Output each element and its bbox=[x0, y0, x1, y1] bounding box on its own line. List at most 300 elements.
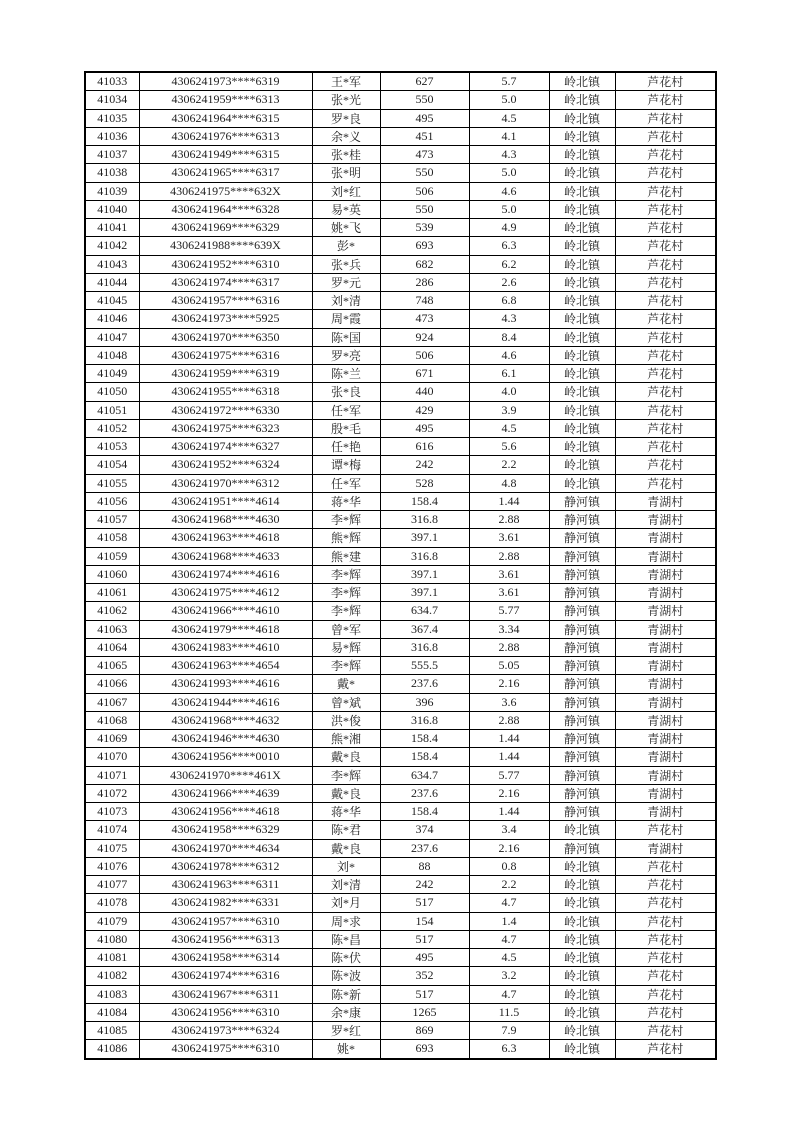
cell-serial-number: 41050 bbox=[85, 383, 139, 401]
cell-village: 芦花村 bbox=[615, 164, 716, 182]
table-row bbox=[85, 693, 716, 711]
cell-masked-name: 李*辉 bbox=[312, 602, 380, 620]
cell-masked-name: 陈*新 bbox=[312, 985, 380, 1003]
cell-amount: 550 bbox=[380, 91, 469, 109]
cell-masked-name: 余*义 bbox=[312, 127, 380, 145]
cell-serial-number: 41052 bbox=[85, 419, 139, 437]
cell-town: 静河镇 bbox=[549, 584, 615, 602]
table-row bbox=[85, 584, 716, 602]
table-row bbox=[85, 675, 716, 693]
cell-town: 静河镇 bbox=[549, 529, 615, 547]
cell-town: 岭北镇 bbox=[549, 876, 615, 894]
cell-amount: 352 bbox=[380, 967, 469, 985]
table-row bbox=[85, 383, 716, 401]
cell-rate: 2.88 bbox=[469, 638, 549, 656]
cell-masked-id-number: 4306241964****6328 bbox=[139, 200, 312, 218]
cell-serial-number: 41069 bbox=[85, 730, 139, 748]
table-row bbox=[85, 164, 716, 182]
cell-town: 岭北镇 bbox=[549, 146, 615, 164]
cell-amount: 1265 bbox=[380, 1003, 469, 1021]
cell-masked-id-number: 4306241952****6310 bbox=[139, 255, 312, 273]
table-row bbox=[85, 474, 716, 492]
cell-serial-number: 41044 bbox=[85, 273, 139, 291]
cell-masked-name: 余*康 bbox=[312, 1003, 380, 1021]
cell-village: 芦花村 bbox=[615, 237, 716, 255]
cell-town: 岭北镇 bbox=[549, 912, 615, 930]
cell-village: 青湖村 bbox=[615, 784, 716, 802]
cell-serial-number: 41048 bbox=[85, 346, 139, 364]
cell-serial-number: 41077 bbox=[85, 876, 139, 894]
cell-amount: 539 bbox=[380, 219, 469, 237]
cell-masked-id-number: 4306241970****461X bbox=[139, 766, 312, 784]
cell-masked-name: 姚* bbox=[312, 1040, 380, 1059]
table-row bbox=[85, 784, 716, 802]
table-row bbox=[85, 894, 716, 912]
cell-masked-id-number: 4306241983****4610 bbox=[139, 638, 312, 656]
cell-village: 芦花村 bbox=[615, 821, 716, 839]
table-row bbox=[85, 638, 716, 656]
cell-rate: 6.3 bbox=[469, 237, 549, 255]
cell-masked-name: 刘*清 bbox=[312, 876, 380, 894]
cell-amount: 158.4 bbox=[380, 803, 469, 821]
cell-rate: 3.2 bbox=[469, 967, 549, 985]
table-row bbox=[85, 547, 716, 565]
cell-amount: 924 bbox=[380, 328, 469, 346]
cell-masked-id-number: 4306241963****6311 bbox=[139, 876, 312, 894]
cell-rate: 4.6 bbox=[469, 182, 549, 200]
cell-rate: 3.9 bbox=[469, 401, 549, 419]
table-row bbox=[85, 328, 716, 346]
cell-serial-number: 41076 bbox=[85, 857, 139, 875]
cell-amount: 495 bbox=[380, 949, 469, 967]
cell-serial-number: 41045 bbox=[85, 292, 139, 310]
cell-masked-name: 罗*红 bbox=[312, 1022, 380, 1040]
cell-village: 芦花村 bbox=[615, 200, 716, 218]
cell-serial-number: 41053 bbox=[85, 438, 139, 456]
table-row bbox=[85, 985, 716, 1003]
cell-village: 青湖村 bbox=[615, 657, 716, 675]
cell-masked-name: 李*辉 bbox=[312, 565, 380, 583]
cell-amount: 397.1 bbox=[380, 565, 469, 583]
cell-serial-number: 41064 bbox=[85, 638, 139, 656]
cell-masked-name: 洪*俊 bbox=[312, 711, 380, 729]
cell-village: 青湖村 bbox=[615, 584, 716, 602]
cell-town: 岭北镇 bbox=[549, 127, 615, 145]
cell-amount: 693 bbox=[380, 1040, 469, 1059]
cell-serial-number: 41036 bbox=[85, 127, 139, 145]
cell-masked-id-number: 4306241988****639X bbox=[139, 237, 312, 255]
table-row bbox=[85, 602, 716, 620]
table-row bbox=[85, 620, 716, 638]
cell-amount: 237.6 bbox=[380, 784, 469, 802]
table-row bbox=[85, 419, 716, 437]
cell-masked-id-number: 4306241978****6312 bbox=[139, 857, 312, 875]
cell-masked-name: 陈*兰 bbox=[312, 365, 380, 383]
cell-masked-name: 罗*元 bbox=[312, 273, 380, 291]
cell-town: 岭北镇 bbox=[549, 200, 615, 218]
cell-amount: 396 bbox=[380, 693, 469, 711]
cell-rate: 4.8 bbox=[469, 474, 549, 492]
cell-village: 芦花村 bbox=[615, 146, 716, 164]
cell-amount: 506 bbox=[380, 182, 469, 200]
table-row bbox=[85, 346, 716, 364]
cell-masked-name: 李*辉 bbox=[312, 657, 380, 675]
cell-serial-number: 41065 bbox=[85, 657, 139, 675]
cell-amount: 528 bbox=[380, 474, 469, 492]
cell-rate: 4.5 bbox=[469, 419, 549, 437]
cell-masked-id-number: 4306241959****6319 bbox=[139, 365, 312, 383]
cell-town: 静河镇 bbox=[549, 803, 615, 821]
cell-rate: 1.44 bbox=[469, 730, 549, 748]
cell-town: 岭北镇 bbox=[549, 1022, 615, 1040]
cell-town: 静河镇 bbox=[549, 638, 615, 656]
cell-masked-id-number: 4306241969****6329 bbox=[139, 219, 312, 237]
cell-amount: 158.4 bbox=[380, 748, 469, 766]
table-row bbox=[85, 109, 716, 127]
cell-masked-name: 戴*良 bbox=[312, 748, 380, 766]
cell-rate: 2.6 bbox=[469, 273, 549, 291]
cell-town: 岭北镇 bbox=[549, 419, 615, 437]
cell-masked-id-number: 4306241975****4612 bbox=[139, 584, 312, 602]
cell-village: 芦花村 bbox=[615, 912, 716, 930]
cell-serial-number: 41085 bbox=[85, 1022, 139, 1040]
cell-serial-number: 41041 bbox=[85, 219, 139, 237]
cell-village: 芦花村 bbox=[615, 255, 716, 273]
table-row bbox=[85, 273, 716, 291]
cell-masked-id-number: 4306241976****6313 bbox=[139, 127, 312, 145]
cell-serial-number: 41071 bbox=[85, 766, 139, 784]
cell-amount: 634.7 bbox=[380, 766, 469, 784]
cell-masked-id-number: 4306241946****4630 bbox=[139, 730, 312, 748]
cell-rate: 4.1 bbox=[469, 127, 549, 145]
cell-serial-number: 41039 bbox=[85, 182, 139, 200]
cell-serial-number: 41060 bbox=[85, 565, 139, 583]
cell-serial-number: 41086 bbox=[85, 1040, 139, 1059]
table-body bbox=[85, 72, 716, 1059]
cell-town: 岭北镇 bbox=[549, 365, 615, 383]
cell-amount: 473 bbox=[380, 310, 469, 328]
cell-masked-id-number: 4306241975****6316 bbox=[139, 346, 312, 364]
cell-serial-number: 41078 bbox=[85, 894, 139, 912]
cell-masked-name: 刘*红 bbox=[312, 182, 380, 200]
cell-masked-name: 熊*湘 bbox=[312, 730, 380, 748]
cell-masked-id-number: 4306241958****6314 bbox=[139, 949, 312, 967]
cell-town: 岭北镇 bbox=[549, 474, 615, 492]
cell-serial-number: 41035 bbox=[85, 109, 139, 127]
cell-serial-number: 41040 bbox=[85, 200, 139, 218]
cell-masked-id-number: 4306241974****6317 bbox=[139, 273, 312, 291]
cell-amount: 242 bbox=[380, 456, 469, 474]
cell-rate: 6.2 bbox=[469, 255, 549, 273]
cell-masked-id-number: 4306241968****4632 bbox=[139, 711, 312, 729]
cell-amount: 367.4 bbox=[380, 620, 469, 638]
table-row bbox=[85, 876, 716, 894]
cell-masked-id-number: 4306241951****4614 bbox=[139, 492, 312, 510]
cell-village: 芦花村 bbox=[615, 182, 716, 200]
cell-serial-number: 41038 bbox=[85, 164, 139, 182]
cell-rate: 6.3 bbox=[469, 1040, 549, 1059]
cell-village: 芦花村 bbox=[615, 930, 716, 948]
cell-rate: 6.8 bbox=[469, 292, 549, 310]
cell-village: 芦花村 bbox=[615, 876, 716, 894]
cell-village: 芦花村 bbox=[615, 456, 716, 474]
table-row bbox=[85, 365, 716, 383]
cell-masked-name: 周*霞 bbox=[312, 310, 380, 328]
cell-town: 岭北镇 bbox=[549, 109, 615, 127]
cell-masked-id-number: 4306241993****4616 bbox=[139, 675, 312, 693]
cell-village: 青湖村 bbox=[615, 565, 716, 583]
cell-amount: 286 bbox=[380, 273, 469, 291]
cell-masked-name: 陈*昌 bbox=[312, 930, 380, 948]
cell-village: 青湖村 bbox=[615, 748, 716, 766]
table-row bbox=[85, 237, 716, 255]
cell-masked-id-number: 4306241973****5925 bbox=[139, 310, 312, 328]
cell-serial-number: 41051 bbox=[85, 401, 139, 419]
cell-village: 青湖村 bbox=[615, 620, 716, 638]
cell-town: 岭北镇 bbox=[549, 949, 615, 967]
cell-village: 芦花村 bbox=[615, 310, 716, 328]
cell-masked-name: 殷*毛 bbox=[312, 419, 380, 437]
cell-rate: 2.2 bbox=[469, 876, 549, 894]
cell-amount: 374 bbox=[380, 821, 469, 839]
table-row bbox=[85, 182, 716, 200]
cell-serial-number: 41034 bbox=[85, 91, 139, 109]
cell-masked-id-number: 4306241963****4654 bbox=[139, 657, 312, 675]
cell-amount: 495 bbox=[380, 109, 469, 127]
cell-town: 岭北镇 bbox=[549, 255, 615, 273]
cell-masked-name: 熊*辉 bbox=[312, 529, 380, 547]
table-row bbox=[85, 930, 716, 948]
cell-village: 青湖村 bbox=[615, 730, 716, 748]
table-row bbox=[85, 730, 716, 748]
cell-town: 岭北镇 bbox=[549, 219, 615, 237]
cell-rate: 2.16 bbox=[469, 784, 549, 802]
cell-village: 芦花村 bbox=[615, 346, 716, 364]
cell-masked-id-number: 4306241964****6315 bbox=[139, 109, 312, 127]
cell-masked-id-number: 4306241970****6350 bbox=[139, 328, 312, 346]
cell-rate: 0.8 bbox=[469, 857, 549, 875]
cell-town: 岭北镇 bbox=[549, 273, 615, 291]
cell-masked-id-number: 4306241968****4633 bbox=[139, 547, 312, 565]
cell-masked-id-number: 4306241966****4639 bbox=[139, 784, 312, 802]
cell-amount: 517 bbox=[380, 894, 469, 912]
cell-masked-name: 熊*建 bbox=[312, 547, 380, 565]
cell-masked-name: 刘*月 bbox=[312, 894, 380, 912]
cell-rate: 2.16 bbox=[469, 675, 549, 693]
cell-amount: 517 bbox=[380, 985, 469, 1003]
table-row bbox=[85, 711, 716, 729]
table-row bbox=[85, 292, 716, 310]
cell-masked-id-number: 4306241956****0010 bbox=[139, 748, 312, 766]
cell-amount: 237.6 bbox=[380, 839, 469, 857]
cell-rate: 4.7 bbox=[469, 985, 549, 1003]
cell-serial-number: 41080 bbox=[85, 930, 139, 948]
cell-masked-id-number: 4306241973****6319 bbox=[139, 72, 312, 91]
cell-masked-id-number: 4306241970****4634 bbox=[139, 839, 312, 857]
cell-town: 岭北镇 bbox=[549, 383, 615, 401]
cell-serial-number: 41067 bbox=[85, 693, 139, 711]
cell-serial-number: 41033 bbox=[85, 72, 139, 91]
cell-serial-number: 41061 bbox=[85, 584, 139, 602]
cell-village: 芦花村 bbox=[615, 438, 716, 456]
cell-masked-id-number: 4306241955****6318 bbox=[139, 383, 312, 401]
cell-rate: 1.4 bbox=[469, 912, 549, 930]
cell-amount: 237.6 bbox=[380, 675, 469, 693]
cell-rate: 11.5 bbox=[469, 1003, 549, 1021]
cell-rate: 2.88 bbox=[469, 511, 549, 529]
cell-town: 静河镇 bbox=[549, 839, 615, 857]
cell-rate: 2.2 bbox=[469, 456, 549, 474]
table-row bbox=[85, 511, 716, 529]
cell-amount: 550 bbox=[380, 200, 469, 218]
cell-town: 岭北镇 bbox=[549, 456, 615, 474]
cell-masked-name: 陈*国 bbox=[312, 328, 380, 346]
cell-rate: 5.6 bbox=[469, 438, 549, 456]
cell-masked-id-number: 4306241958****6329 bbox=[139, 821, 312, 839]
cell-town: 静河镇 bbox=[549, 730, 615, 748]
table-row bbox=[85, 200, 716, 218]
cell-amount: 748 bbox=[380, 292, 469, 310]
cell-masked-name: 张*良 bbox=[312, 383, 380, 401]
cell-town: 静河镇 bbox=[549, 675, 615, 693]
table-row bbox=[85, 91, 716, 109]
cell-village: 芦花村 bbox=[615, 419, 716, 437]
cell-rate: 4.7 bbox=[469, 930, 549, 948]
cell-amount: 634.7 bbox=[380, 602, 469, 620]
cell-masked-name: 刘* bbox=[312, 857, 380, 875]
cell-serial-number: 41072 bbox=[85, 784, 139, 802]
cell-serial-number: 41068 bbox=[85, 711, 139, 729]
cell-masked-id-number: 4306241979****4618 bbox=[139, 620, 312, 638]
cell-amount: 495 bbox=[380, 419, 469, 437]
cell-village: 芦花村 bbox=[615, 894, 716, 912]
cell-rate: 4.7 bbox=[469, 894, 549, 912]
cell-serial-number: 41066 bbox=[85, 675, 139, 693]
cell-rate: 5.05 bbox=[469, 657, 549, 675]
table-row bbox=[85, 1022, 716, 1040]
cell-town: 岭北镇 bbox=[549, 857, 615, 875]
cell-masked-name: 周*求 bbox=[312, 912, 380, 930]
cell-amount: 671 bbox=[380, 365, 469, 383]
cell-masked-name: 姚*飞 bbox=[312, 219, 380, 237]
cell-rate: 3.61 bbox=[469, 584, 549, 602]
cell-masked-name: 陈*伏 bbox=[312, 949, 380, 967]
cell-masked-id-number: 4306241973****6324 bbox=[139, 1022, 312, 1040]
cell-amount: 869 bbox=[380, 1022, 469, 1040]
cell-village: 芦花村 bbox=[615, 292, 716, 310]
cell-town: 岭北镇 bbox=[549, 310, 615, 328]
cell-rate: 4.5 bbox=[469, 949, 549, 967]
table-row bbox=[85, 657, 716, 675]
cell-serial-number: 41075 bbox=[85, 839, 139, 857]
cell-rate: 7.9 bbox=[469, 1022, 549, 1040]
cell-masked-name: 蒋*华 bbox=[312, 492, 380, 510]
cell-serial-number: 41049 bbox=[85, 365, 139, 383]
cell-village: 芦花村 bbox=[615, 273, 716, 291]
cell-serial-number: 41083 bbox=[85, 985, 139, 1003]
table-row bbox=[85, 310, 716, 328]
cell-amount: 316.8 bbox=[380, 511, 469, 529]
table-row bbox=[85, 219, 716, 237]
cell-town: 静河镇 bbox=[549, 511, 615, 529]
cell-amount: 158.4 bbox=[380, 492, 469, 510]
cell-masked-id-number: 4306241972****6330 bbox=[139, 401, 312, 419]
cell-village: 芦花村 bbox=[615, 91, 716, 109]
cell-masked-name: 张*兵 bbox=[312, 255, 380, 273]
cell-village: 青湖村 bbox=[615, 602, 716, 620]
cell-masked-id-number: 4306241957****6316 bbox=[139, 292, 312, 310]
cell-masked-id-number: 4306241952****6324 bbox=[139, 456, 312, 474]
cell-serial-number: 41058 bbox=[85, 529, 139, 547]
cell-serial-number: 41055 bbox=[85, 474, 139, 492]
cell-village: 芦花村 bbox=[615, 967, 716, 985]
cell-masked-id-number: 4306241963****4618 bbox=[139, 529, 312, 547]
cell-amount: 88 bbox=[380, 857, 469, 875]
cell-rate: 5.0 bbox=[469, 164, 549, 182]
cell-rate: 3.34 bbox=[469, 620, 549, 638]
cell-amount: 550 bbox=[380, 164, 469, 182]
cell-masked-id-number: 4306241975****6323 bbox=[139, 419, 312, 437]
cell-village: 青湖村 bbox=[615, 839, 716, 857]
cell-town: 静河镇 bbox=[549, 693, 615, 711]
cell-rate: 1.44 bbox=[469, 492, 549, 510]
table-row bbox=[85, 565, 716, 583]
table-row bbox=[85, 127, 716, 145]
cell-serial-number: 41070 bbox=[85, 748, 139, 766]
cell-serial-number: 41062 bbox=[85, 602, 139, 620]
cell-town: 岭北镇 bbox=[549, 967, 615, 985]
cell-serial-number: 41042 bbox=[85, 237, 139, 255]
cell-masked-name: 罗*亮 bbox=[312, 346, 380, 364]
cell-rate: 2.16 bbox=[469, 839, 549, 857]
table-row bbox=[85, 255, 716, 273]
cell-rate: 4.9 bbox=[469, 219, 549, 237]
cell-amount: 555.5 bbox=[380, 657, 469, 675]
cell-masked-name: 任*军 bbox=[312, 474, 380, 492]
beneficiary-record-table bbox=[84, 71, 717, 1060]
cell-masked-name: 陈*君 bbox=[312, 821, 380, 839]
table-row bbox=[85, 1003, 716, 1021]
cell-serial-number: 41043 bbox=[85, 255, 139, 273]
cell-serial-number: 41047 bbox=[85, 328, 139, 346]
cell-town: 岭北镇 bbox=[549, 894, 615, 912]
cell-amount: 316.8 bbox=[380, 711, 469, 729]
table-row bbox=[85, 1040, 716, 1059]
cell-town: 岭北镇 bbox=[549, 1040, 615, 1059]
cell-masked-id-number: 4306241970****6312 bbox=[139, 474, 312, 492]
cell-village: 芦花村 bbox=[615, 383, 716, 401]
cell-amount: 316.8 bbox=[380, 547, 469, 565]
cell-town: 岭北镇 bbox=[549, 164, 615, 182]
table-row bbox=[85, 438, 716, 456]
cell-masked-name: 刘*清 bbox=[312, 292, 380, 310]
cell-village: 青湖村 bbox=[615, 711, 716, 729]
cell-masked-name: 易*英 bbox=[312, 200, 380, 218]
cell-amount: 154 bbox=[380, 912, 469, 930]
cell-town: 静河镇 bbox=[549, 784, 615, 802]
cell-masked-id-number: 4306241974****6316 bbox=[139, 967, 312, 985]
cell-masked-id-number: 4306241967****6311 bbox=[139, 985, 312, 1003]
cell-masked-id-number: 4306241944****4616 bbox=[139, 693, 312, 711]
cell-serial-number: 41063 bbox=[85, 620, 139, 638]
cell-village: 青湖村 bbox=[615, 766, 716, 784]
cell-masked-id-number: 4306241959****6313 bbox=[139, 91, 312, 109]
cell-masked-name: 谭*梅 bbox=[312, 456, 380, 474]
cell-town: 岭北镇 bbox=[549, 91, 615, 109]
cell-village: 芦花村 bbox=[615, 1022, 716, 1040]
cell-amount: 158.4 bbox=[380, 730, 469, 748]
cell-town: 岭北镇 bbox=[549, 237, 615, 255]
